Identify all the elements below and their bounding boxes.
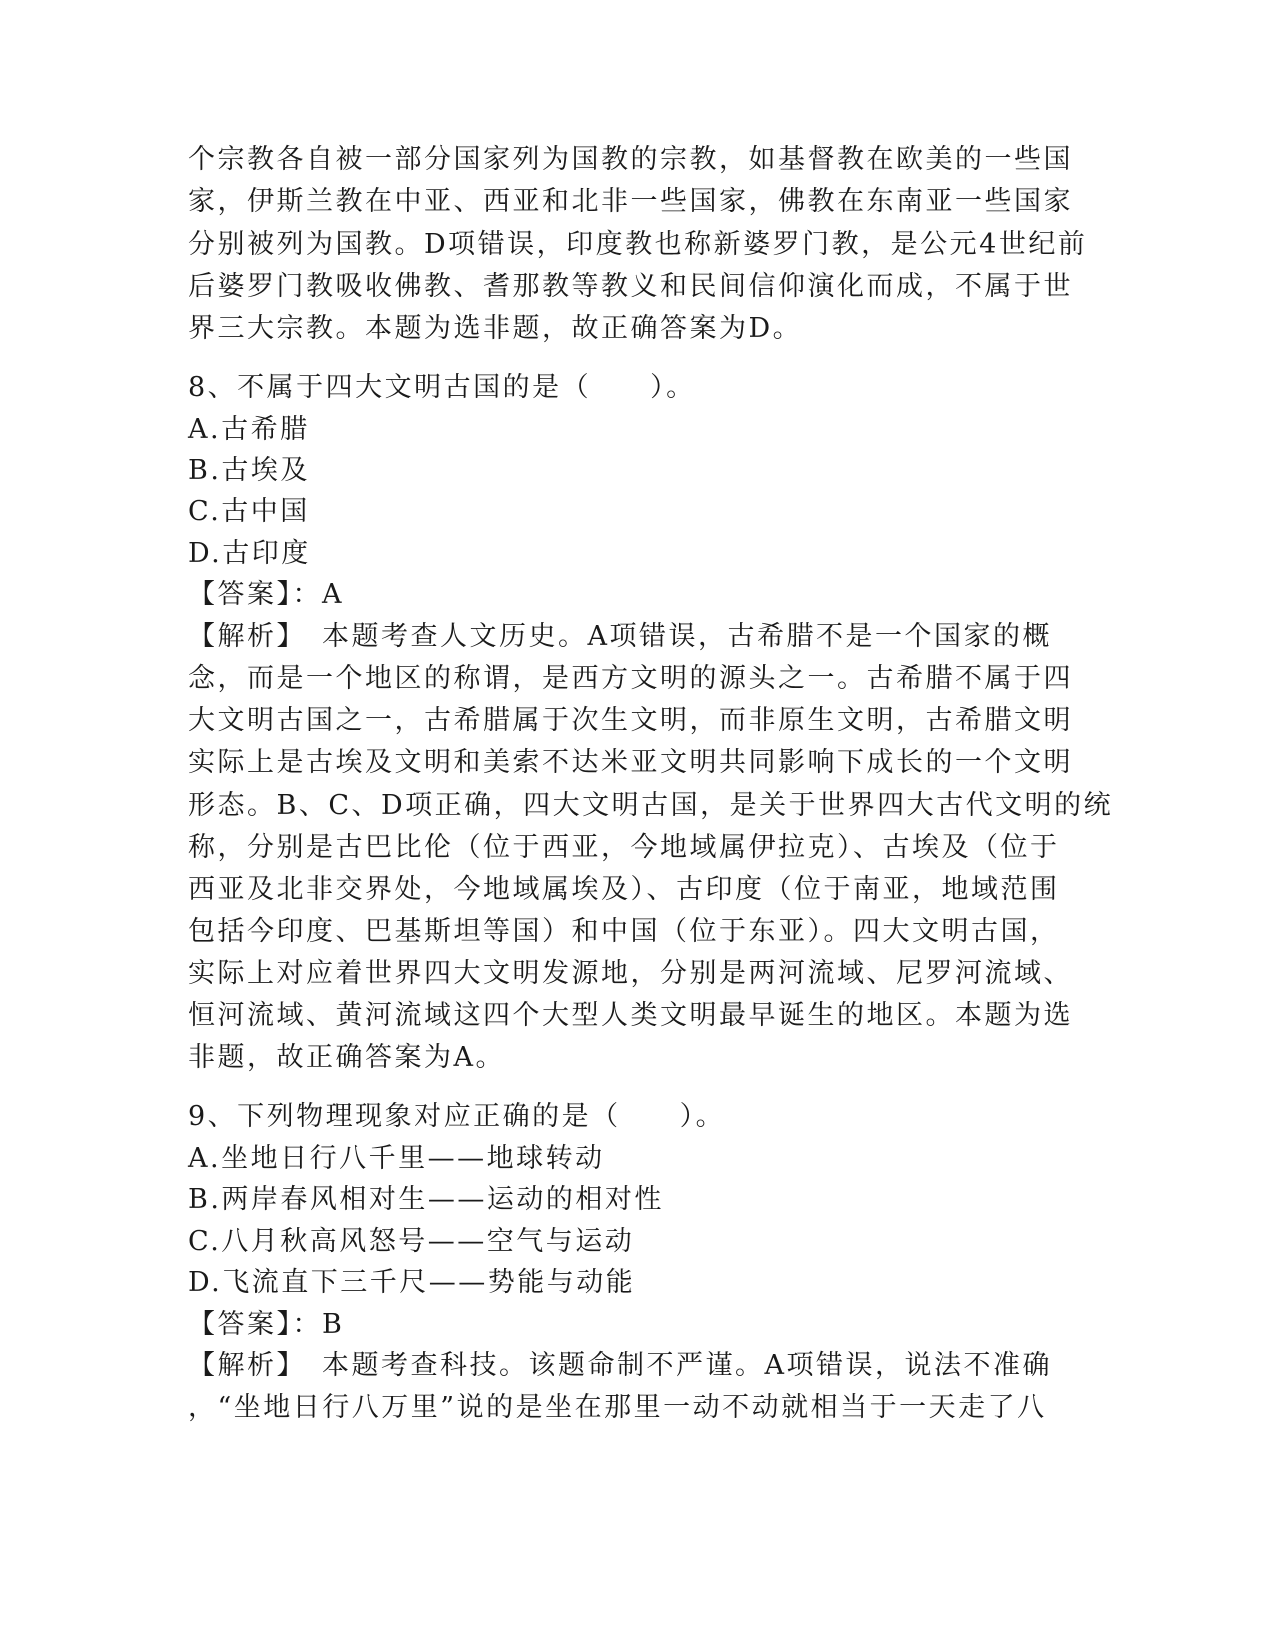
q8-option-a: A.古希腊 <box>188 414 310 445</box>
q8-analysis-line: 大文明古国之一，古希腊属于次生文明，而非原生文明，古希腊文明 <box>188 705 1073 736</box>
q8-option-b: B.古埃及 <box>188 455 310 486</box>
q8-stem: 8、不属于四大文明古国的是（ ）。 <box>188 372 696 403</box>
q8-answer: 【答案】：A <box>188 579 344 610</box>
q8-analysis-line: 称，分别是古巴比伦（位于西亚，今地域属伊拉克）、古埃及（位于 <box>188 832 1060 863</box>
q8-analysis-line: 实际上是古埃及文明和美索不达米亚文明共同影响下成长的一个文明 <box>188 747 1073 778</box>
q9-option-a: A.坐地日行八千里——地球转动 <box>188 1143 605 1174</box>
q7-analysis-line: 家，伊斯兰教在中亚、西亚和北非一些国家，佛教在东南亚一些国家 <box>188 186 1073 217</box>
q8-analysis-line: 念，而是一个地区的称谓，是西方文明的源头之一。古希腊不属于四 <box>188 663 1073 694</box>
q7-analysis-line: 分别被列为国教。D项错误，印度教也称新婆罗门教，是公元4世纪前 <box>188 229 1088 260</box>
q8-option-c: C.古中国 <box>188 496 310 527</box>
q9-answer: 【答案】：B <box>188 1309 345 1340</box>
q7-analysis-line: 后婆罗门教吸收佛教、耆那教等教义和民间信仰演化而成，不属于世 <box>188 271 1073 302</box>
q7-analysis-line: 界三大宗教。本题为选非题，故正确答案为D。 <box>188 313 803 344</box>
q8-analysis-line: 恒河流域、黄河流域这四个大型人类文明最早诞生的地区。本题为选 <box>188 1000 1073 1031</box>
q9-option-b: B.两岸春风相对生——运动的相对性 <box>188 1184 664 1215</box>
q8-analysis-line: 包括今印度、巴基斯坦等国）和中国（位于东亚）。四大文明古国， <box>188 916 1060 947</box>
q7-analysis-line: 个宗教各自被一部分国家列为国教的宗教，如基督教在欧美的一些国 <box>188 144 1073 175</box>
q8-analysis-line: 【解析】 本题考查人文历史。A项错误，古希腊不是一个国家的概 <box>188 621 1052 652</box>
q8-option-d: D.古印度 <box>188 538 311 569</box>
q8-analysis-line: 非题，故正确答案为A。 <box>188 1042 505 1073</box>
q9-option-d: D.飞流直下三千尺——势能与动能 <box>188 1267 636 1298</box>
q9-option-c: C.八月秋高风怒号——空气与运动 <box>188 1226 635 1257</box>
q8-analysis-line: 西亚及北非交界处，今地域属埃及）、古印度（位于南亚，地域范围 <box>188 874 1060 905</box>
q9-analysis-line: 【解析】 本题考查科技。该题命制不严谨。A项错误，说法不准确 <box>188 1350 1052 1381</box>
q9-analysis-line: ，“坐地日行八万里”说的是坐在那里一动不动就相当于一天走了八 <box>188 1392 1047 1423</box>
q8-analysis-line: 实际上对应着世界四大文明发源地，分别是两河流域、尼罗河流域、 <box>188 958 1073 989</box>
q8-analysis-line: 形态。B、C、D项正确，四大文明古国，是关于世界四大古代文明的统 <box>188 790 1114 821</box>
q9-stem: 9、下列物理现象对应正确的是（ ）。 <box>188 1101 726 1132</box>
